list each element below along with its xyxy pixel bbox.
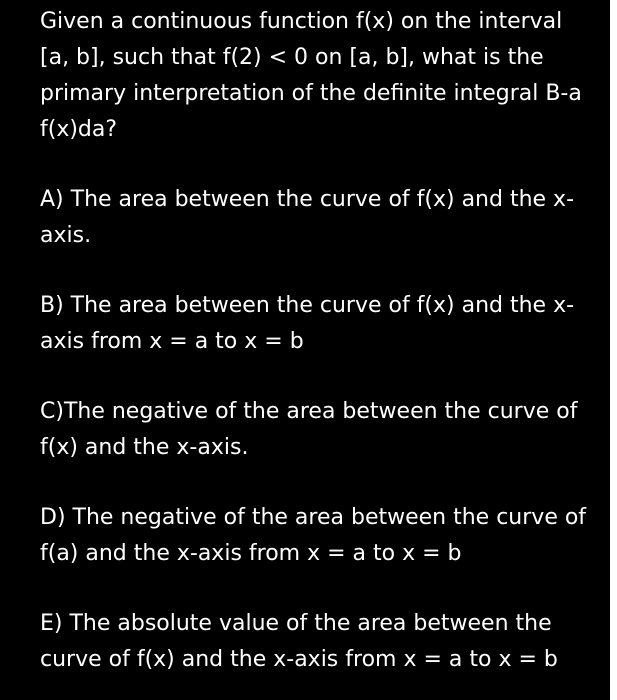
question-text: Given a continuous function f(x) on the interval [a, b], such that f(2) < 0 on [a, b], what is the primary interpretation of the definite integral B-a f(x)da? [40,9,582,142]
option-c[interactable]: C)The negative of the area between the curve of f(x) and the x-axis. [40,399,578,460]
right-edge-bar [610,0,617,700]
option-d[interactable]: D) The negative of the area between the curve of f(a) and the x-axis from x = a to x = b [40,505,587,566]
option-a[interactable]: A) The area between the curve of f(x) and the x-axis. [40,187,575,248]
option-e[interactable]: E) The absolute value of the area between the curve of f(x) and the x-axis from x = a to x = b [40,611,558,672]
option-b[interactable]: B) The area between the curve of f(x) and the x-axis from x = a to x = b [40,293,575,354]
question-card [40,4,596,678]
